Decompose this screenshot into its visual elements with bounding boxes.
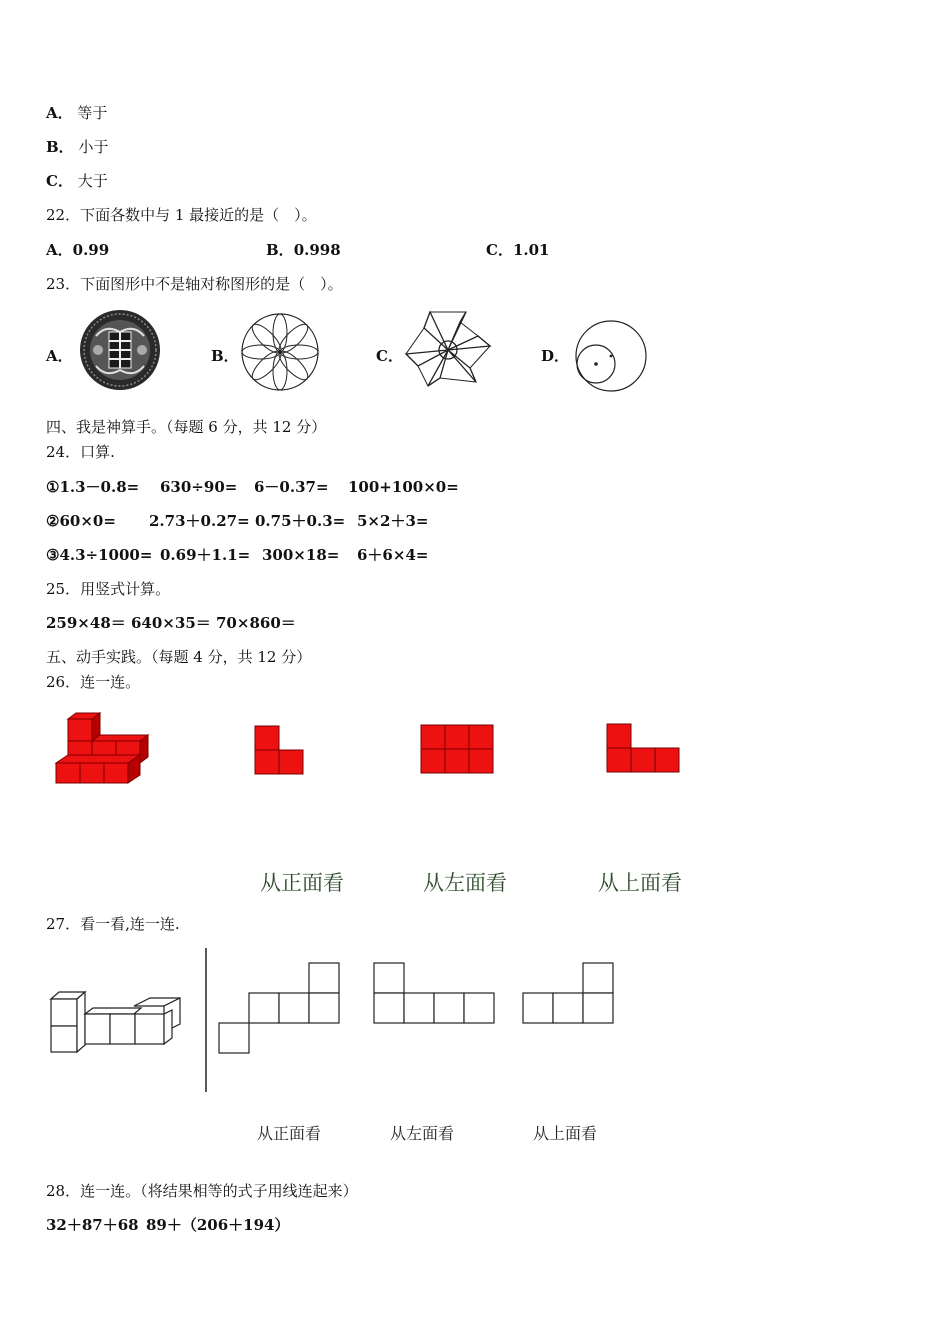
q23-label-a: A． <box>46 347 73 365</box>
q25-item: 259×48＝ <box>46 614 126 632</box>
q24-item: ②60×0= <box>46 512 116 530</box>
q24-item: 0.75＋0.3= <box>255 512 346 530</box>
q27-view-label-front: 从正面看 <box>257 1124 322 1143</box>
q27-view-label-top: 从上面看 <box>533 1124 598 1143</box>
option-letter: A． <box>46 104 73 122</box>
q24-stem: 24．口算. <box>46 443 115 461</box>
q22-options <box>46 239 550 260</box>
q28-items <box>46 1214 290 1235</box>
option-letter: C． <box>486 241 513 259</box>
q21-option-a <box>46 102 107 123</box>
q22-option-c <box>486 239 550 260</box>
q22-option-b <box>266 239 486 260</box>
option-text: 小于 <box>78 138 109 156</box>
q24-item: 6－0.37= <box>254 478 329 496</box>
q25-items <box>46 612 296 633</box>
section-4-heading: 四、我是神算手。（每题 6 分，共 12 分） <box>46 418 327 436</box>
flower-in-circle-icon <box>241 313 319 391</box>
cube-structure-outline-icon <box>48 990 184 1054</box>
q24-item: 630÷90= <box>160 478 238 496</box>
q25-item: 70×860＝ <box>216 614 296 632</box>
q26-view-label-front: 从正面看 <box>260 871 344 895</box>
option-letter: C． <box>46 172 73 190</box>
red-cube-structure-icon <box>54 711 150 785</box>
q24-row-1 <box>46 476 459 497</box>
q28-item: 32＋87＋68 <box>46 1216 139 1234</box>
view-staircase-icon <box>218 962 340 1054</box>
q26-view-label-top: 从上面看 <box>598 871 682 895</box>
option-text: 1.01 <box>512 241 550 259</box>
option-text: 0.998 <box>293 241 341 259</box>
q23-label-b: B． <box>211 347 239 365</box>
q23-label-d: D． <box>541 347 570 365</box>
q26-view-label-left: 从左面看 <box>423 871 507 895</box>
q28-item: 89＋（206＋194） <box>146 1216 290 1234</box>
q21-option-c <box>46 170 108 191</box>
red-view-long-l-icon <box>606 723 680 773</box>
q21-option-b <box>46 136 108 157</box>
q23-stem: 23．下面图形中不是轴对称图形的是（ ）。 <box>46 275 343 293</box>
q24-item: 100+100×0= <box>348 478 459 496</box>
divider-line <box>204 948 208 1092</box>
option-letter: B． <box>46 138 74 156</box>
q22-option-a <box>46 239 266 260</box>
q24-item: ①1.3－0.8= <box>46 478 140 496</box>
section-5-heading: 五、动手实践。（每题 4 分，共 12 分） <box>46 648 312 666</box>
option-text: 等于 <box>77 104 108 122</box>
q23-label-c: C． <box>376 347 403 365</box>
pinwheel-hexagon-icon <box>404 310 492 390</box>
double-happiness-medallion-icon <box>78 308 162 392</box>
q28-stem: 28．连一连。（将结果相等的式子用线连起来） <box>46 1182 358 1200</box>
view-l-four-base-icon <box>373 962 495 1024</box>
q24-item: 2.73＋0.27= <box>149 512 250 530</box>
q22-stem: 22．下面各数中与 1 最接近的是（ ）。 <box>46 206 317 224</box>
q25-stem: 25．用竖式计算。 <box>46 580 171 598</box>
q24-row-3 <box>46 544 428 565</box>
option-letter: B． <box>266 241 294 259</box>
red-view-grid-icon <box>420 724 494 774</box>
q24-item: 6＋6×4= <box>357 546 429 564</box>
q24-item: 0.69＋1.1= <box>160 546 251 564</box>
q27-view-label-left: 从左面看 <box>390 1124 455 1143</box>
view-reverse-l-icon <box>522 962 614 1024</box>
q24-item: 5×2＋3= <box>357 512 429 530</box>
q27-stem: 27．看一看,连一连. <box>46 915 180 933</box>
q25-item: 640×35＝ <box>131 614 211 632</box>
red-view-l-shape-icon <box>254 725 304 775</box>
q24-item: 300×18= <box>262 546 340 564</box>
q24-row-2 <box>46 510 428 531</box>
nested-circles-icon <box>574 319 648 393</box>
option-text: 大于 <box>77 172 108 190</box>
option-text: 0.99 <box>72 241 110 259</box>
option-letter: A． <box>46 241 73 259</box>
q24-item: ③4.3÷1000= <box>46 546 153 564</box>
q26-stem: 26．连一连。 <box>46 673 141 691</box>
